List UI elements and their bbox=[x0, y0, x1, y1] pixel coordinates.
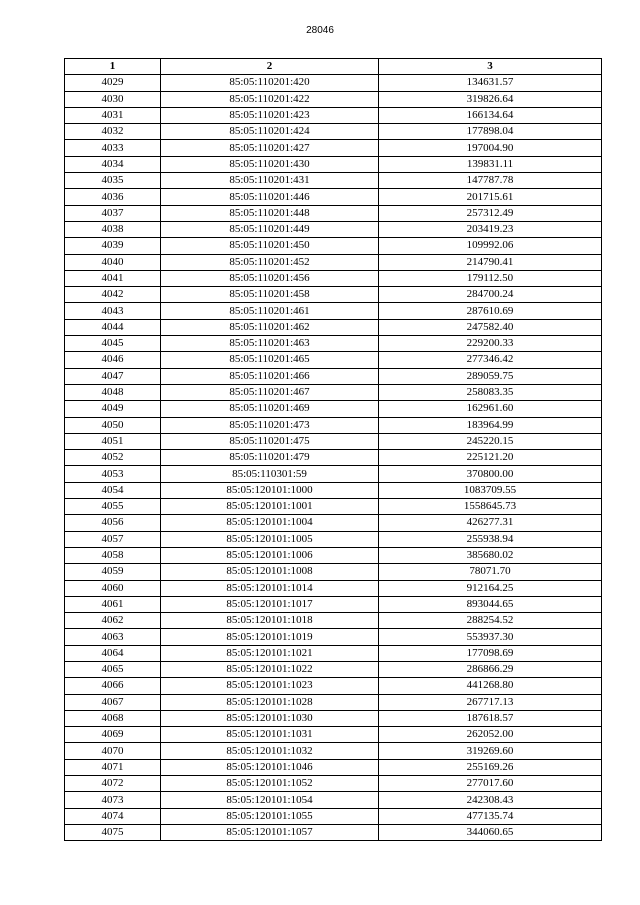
table-row bbox=[65, 499, 602, 515]
value-cell: 385680.02 bbox=[379, 547, 602, 563]
value-cell: 245220.15 bbox=[379, 433, 602, 449]
column-header-3: 3 bbox=[379, 59, 602, 75]
table-row bbox=[65, 564, 602, 580]
table-row bbox=[65, 124, 602, 140]
cadastral-number-cell: 85:05:110201:448 bbox=[161, 205, 379, 221]
table-row bbox=[65, 678, 602, 694]
table-row bbox=[65, 221, 602, 237]
table-row bbox=[65, 727, 602, 743]
row-number-cell: 4067 bbox=[65, 694, 161, 710]
value-cell: 139831.11 bbox=[379, 156, 602, 172]
table-row bbox=[65, 596, 602, 612]
value-cell: 242308.43 bbox=[379, 792, 602, 808]
row-number-cell: 4058 bbox=[65, 547, 161, 563]
table-row bbox=[65, 417, 602, 433]
table-row bbox=[65, 140, 602, 156]
column-header-1: 1 bbox=[65, 59, 161, 75]
table-row bbox=[65, 580, 602, 596]
row-number-cell: 4054 bbox=[65, 482, 161, 498]
row-number-cell: 4066 bbox=[65, 678, 161, 694]
value-cell: 286866.29 bbox=[379, 661, 602, 677]
table-row bbox=[65, 368, 602, 384]
cadastral-number-cell: 85:05:120101:1018 bbox=[161, 613, 379, 629]
table-row bbox=[65, 254, 602, 270]
value-cell: 166134.64 bbox=[379, 107, 602, 123]
cadastral-number-cell: 85:05:110201:422 bbox=[161, 91, 379, 107]
cadastral-number-cell: 85:05:120101:1057 bbox=[161, 824, 379, 840]
table-row bbox=[65, 303, 602, 319]
row-number-cell: 4065 bbox=[65, 661, 161, 677]
table-row bbox=[65, 547, 602, 563]
cadastral-number-cell: 85:05:110201:450 bbox=[161, 238, 379, 254]
value-cell: 287610.69 bbox=[379, 303, 602, 319]
value-cell: 893044.65 bbox=[379, 596, 602, 612]
row-number-cell: 4034 bbox=[65, 156, 161, 172]
row-number-cell: 4060 bbox=[65, 580, 161, 596]
value-cell: 183964.99 bbox=[379, 417, 602, 433]
value-cell: 201715.61 bbox=[379, 189, 602, 205]
cadastral-number-cell: 85:05:110201:473 bbox=[161, 417, 379, 433]
row-number-cell: 4074 bbox=[65, 808, 161, 824]
value-cell: 1558645.73 bbox=[379, 499, 602, 515]
row-number-cell: 4061 bbox=[65, 596, 161, 612]
table-row bbox=[65, 450, 602, 466]
table-row bbox=[65, 156, 602, 172]
row-number-cell: 4070 bbox=[65, 743, 161, 759]
row-number-cell: 4043 bbox=[65, 303, 161, 319]
value-cell: 289059.75 bbox=[379, 368, 602, 384]
cadastral-number-cell: 85:05:120101:1014 bbox=[161, 580, 379, 596]
table-row bbox=[65, 466, 602, 482]
value-cell: 319826.64 bbox=[379, 91, 602, 107]
table-row bbox=[65, 401, 602, 417]
row-number-cell: 4059 bbox=[65, 564, 161, 580]
row-number-cell: 4038 bbox=[65, 221, 161, 237]
value-cell: 255169.26 bbox=[379, 759, 602, 775]
table-row bbox=[65, 352, 602, 368]
row-number-cell: 4032 bbox=[65, 124, 161, 140]
row-number-cell: 4053 bbox=[65, 466, 161, 482]
value-cell: 162961.60 bbox=[379, 401, 602, 417]
row-number-cell: 4041 bbox=[65, 270, 161, 286]
cadastral-number-cell: 85:05:110201:463 bbox=[161, 336, 379, 352]
header-row bbox=[65, 59, 602, 75]
value-cell: 247582.40 bbox=[379, 319, 602, 335]
cadastral-number-cell: 85:05:110201:424 bbox=[161, 124, 379, 140]
cadastral-number-cell: 85:05:120101:1017 bbox=[161, 596, 379, 612]
value-cell: 288254.52 bbox=[379, 613, 602, 629]
cadastral-number-cell: 85:05:110201:475 bbox=[161, 433, 379, 449]
value-cell: 225121.20 bbox=[379, 450, 602, 466]
table-row bbox=[65, 759, 602, 775]
value-cell: 912164.25 bbox=[379, 580, 602, 596]
table-row bbox=[65, 792, 602, 808]
table-row bbox=[65, 694, 602, 710]
table-row bbox=[65, 205, 602, 221]
value-cell: 262052.00 bbox=[379, 727, 602, 743]
column-header-2: 2 bbox=[161, 59, 379, 75]
row-number-cell: 4062 bbox=[65, 613, 161, 629]
table-row bbox=[65, 629, 602, 645]
row-number-cell: 4051 bbox=[65, 433, 161, 449]
cadastral-number-cell: 85:05:110201:469 bbox=[161, 401, 379, 417]
cadastral-number-cell: 85:05:120101:1000 bbox=[161, 482, 379, 498]
cadastral-number-cell: 85:05:120101:1021 bbox=[161, 645, 379, 661]
cadastral-number-cell: 85:05:110201:456 bbox=[161, 270, 379, 286]
table-row bbox=[65, 808, 602, 824]
cadastral-number-cell: 85:05:110201:431 bbox=[161, 173, 379, 189]
row-number-cell: 4047 bbox=[65, 368, 161, 384]
value-cell: 477135.74 bbox=[379, 808, 602, 824]
value-cell: 187618.57 bbox=[379, 710, 602, 726]
table-row bbox=[65, 824, 602, 840]
cadastral-number-cell: 85:05:120101:1023 bbox=[161, 678, 379, 694]
cadastral-number-cell: 85:05:110201:461 bbox=[161, 303, 379, 319]
cadastral-number-cell: 85:05:120101:1030 bbox=[161, 710, 379, 726]
page-number: 28046 bbox=[306, 25, 334, 36]
cadastral-number-cell: 85:05:120101:1001 bbox=[161, 499, 379, 515]
cadastral-number-cell: 85:05:120101:1005 bbox=[161, 531, 379, 547]
cadastral-number-cell: 85:05:110201:423 bbox=[161, 107, 379, 123]
value-cell: 203419.23 bbox=[379, 221, 602, 237]
cadastral-number-cell: 85:05:120101:1032 bbox=[161, 743, 379, 759]
cadastral-number-cell: 85:05:120101:1019 bbox=[161, 629, 379, 645]
table-row bbox=[65, 743, 602, 759]
row-number-cell: 4036 bbox=[65, 189, 161, 205]
value-cell: 370800.00 bbox=[379, 466, 602, 482]
value-cell: 1083709.55 bbox=[379, 482, 602, 498]
cadastral-number-cell: 85:05:120101:1031 bbox=[161, 727, 379, 743]
value-cell: 277017.60 bbox=[379, 776, 602, 792]
value-cell: 255938.94 bbox=[379, 531, 602, 547]
table-row bbox=[65, 710, 602, 726]
value-cell: 147787.78 bbox=[379, 173, 602, 189]
value-cell: 553937.30 bbox=[379, 629, 602, 645]
cadastral-number-cell: 85:05:120101:1046 bbox=[161, 759, 379, 775]
table-row bbox=[65, 75, 602, 91]
row-number-cell: 4030 bbox=[65, 91, 161, 107]
cadastral-number-cell: 85:05:110201:465 bbox=[161, 352, 379, 368]
cadastral-number-cell: 85:05:120101:1022 bbox=[161, 661, 379, 677]
row-number-cell: 4040 bbox=[65, 254, 161, 270]
cadastral-number-cell: 85:05:110201:467 bbox=[161, 384, 379, 400]
row-number-cell: 4042 bbox=[65, 287, 161, 303]
row-number-cell: 4069 bbox=[65, 727, 161, 743]
cadastral-number-cell: 85:05:110201:462 bbox=[161, 319, 379, 335]
value-cell: 109992.06 bbox=[379, 238, 602, 254]
cadastral-number-cell: 85:05:110201:452 bbox=[161, 254, 379, 270]
table-row bbox=[65, 91, 602, 107]
value-cell: 267717.13 bbox=[379, 694, 602, 710]
row-number-cell: 4057 bbox=[65, 531, 161, 547]
row-number-cell: 4073 bbox=[65, 792, 161, 808]
table-row bbox=[65, 661, 602, 677]
cadastral-number-cell: 85:05:120101:1008 bbox=[161, 564, 379, 580]
row-number-cell: 4071 bbox=[65, 759, 161, 775]
row-number-cell: 4039 bbox=[65, 238, 161, 254]
cadastral-number-cell: 85:05:120101:1052 bbox=[161, 776, 379, 792]
cadastral-number-cell: 85:05:110301:59 bbox=[161, 466, 379, 482]
row-number-cell: 4056 bbox=[65, 515, 161, 531]
table-row bbox=[65, 189, 602, 205]
cadastral-number-cell: 85:05:110201:479 bbox=[161, 450, 379, 466]
value-cell: 134631.57 bbox=[379, 75, 602, 91]
row-number-cell: 4044 bbox=[65, 319, 161, 335]
row-number-cell: 4064 bbox=[65, 645, 161, 661]
cadastral-number-cell: 85:05:110201:420 bbox=[161, 75, 379, 91]
table-row bbox=[65, 515, 602, 531]
table-row bbox=[65, 433, 602, 449]
value-cell: 277346.42 bbox=[379, 352, 602, 368]
cadastral-number-cell: 85:05:120101:1055 bbox=[161, 808, 379, 824]
table-row bbox=[65, 270, 602, 286]
cadastral-number-cell: 85:05:110201:449 bbox=[161, 221, 379, 237]
value-cell: 214790.41 bbox=[379, 254, 602, 270]
row-number-cell: 4072 bbox=[65, 776, 161, 792]
row-number-cell: 4068 bbox=[65, 710, 161, 726]
row-number-cell: 4033 bbox=[65, 140, 161, 156]
row-number-cell: 4052 bbox=[65, 450, 161, 466]
value-cell: 344060.65 bbox=[379, 824, 602, 840]
row-number-cell: 4050 bbox=[65, 417, 161, 433]
cadastral-value-table bbox=[64, 58, 602, 841]
row-number-cell: 4055 bbox=[65, 499, 161, 515]
value-cell: 426277.31 bbox=[379, 515, 602, 531]
value-cell: 177098.69 bbox=[379, 645, 602, 661]
value-cell: 177898.04 bbox=[379, 124, 602, 140]
value-cell: 78071.70 bbox=[379, 564, 602, 580]
cadastral-number-cell: 85:05:110201:430 bbox=[161, 156, 379, 172]
row-number-cell: 4031 bbox=[65, 107, 161, 123]
cadastral-number-cell: 85:05:110201:446 bbox=[161, 189, 379, 205]
value-cell: 179112.50 bbox=[379, 270, 602, 286]
table-row bbox=[65, 384, 602, 400]
table-row bbox=[65, 287, 602, 303]
table-row bbox=[65, 238, 602, 254]
table-row bbox=[65, 776, 602, 792]
row-number-cell: 4048 bbox=[65, 384, 161, 400]
value-cell: 258083.35 bbox=[379, 384, 602, 400]
cadastral-number-cell: 85:05:110201:458 bbox=[161, 287, 379, 303]
value-cell: 257312.49 bbox=[379, 205, 602, 221]
table-row bbox=[65, 173, 602, 189]
cadastral-number-cell: 85:05:120101:1054 bbox=[161, 792, 379, 808]
value-cell: 229200.33 bbox=[379, 336, 602, 352]
table-row bbox=[65, 482, 602, 498]
cadastral-number-cell: 85:05:120101:1028 bbox=[161, 694, 379, 710]
value-cell: 197004.90 bbox=[379, 140, 602, 156]
row-number-cell: 4049 bbox=[65, 401, 161, 417]
value-cell: 441268.80 bbox=[379, 678, 602, 694]
value-cell: 284700.24 bbox=[379, 287, 602, 303]
table-row bbox=[65, 531, 602, 547]
row-number-cell: 4063 bbox=[65, 629, 161, 645]
row-number-cell: 4045 bbox=[65, 336, 161, 352]
value-cell: 319269.60 bbox=[379, 743, 602, 759]
row-number-cell: 4046 bbox=[65, 352, 161, 368]
table-row bbox=[65, 645, 602, 661]
table-row bbox=[65, 336, 602, 352]
cadastral-number-cell: 85:05:110201:466 bbox=[161, 368, 379, 384]
cadastral-number-cell: 85:05:120101:1006 bbox=[161, 547, 379, 563]
row-number-cell: 4037 bbox=[65, 205, 161, 221]
row-number-cell: 4075 bbox=[65, 824, 161, 840]
row-number-cell: 4035 bbox=[65, 173, 161, 189]
table-row bbox=[65, 613, 602, 629]
row-number-cell: 4029 bbox=[65, 75, 161, 91]
cadastral-number-cell: 85:05:110201:427 bbox=[161, 140, 379, 156]
table-row bbox=[65, 107, 602, 123]
cadastral-number-cell: 85:05:120101:1004 bbox=[161, 515, 379, 531]
table-row bbox=[65, 319, 602, 335]
